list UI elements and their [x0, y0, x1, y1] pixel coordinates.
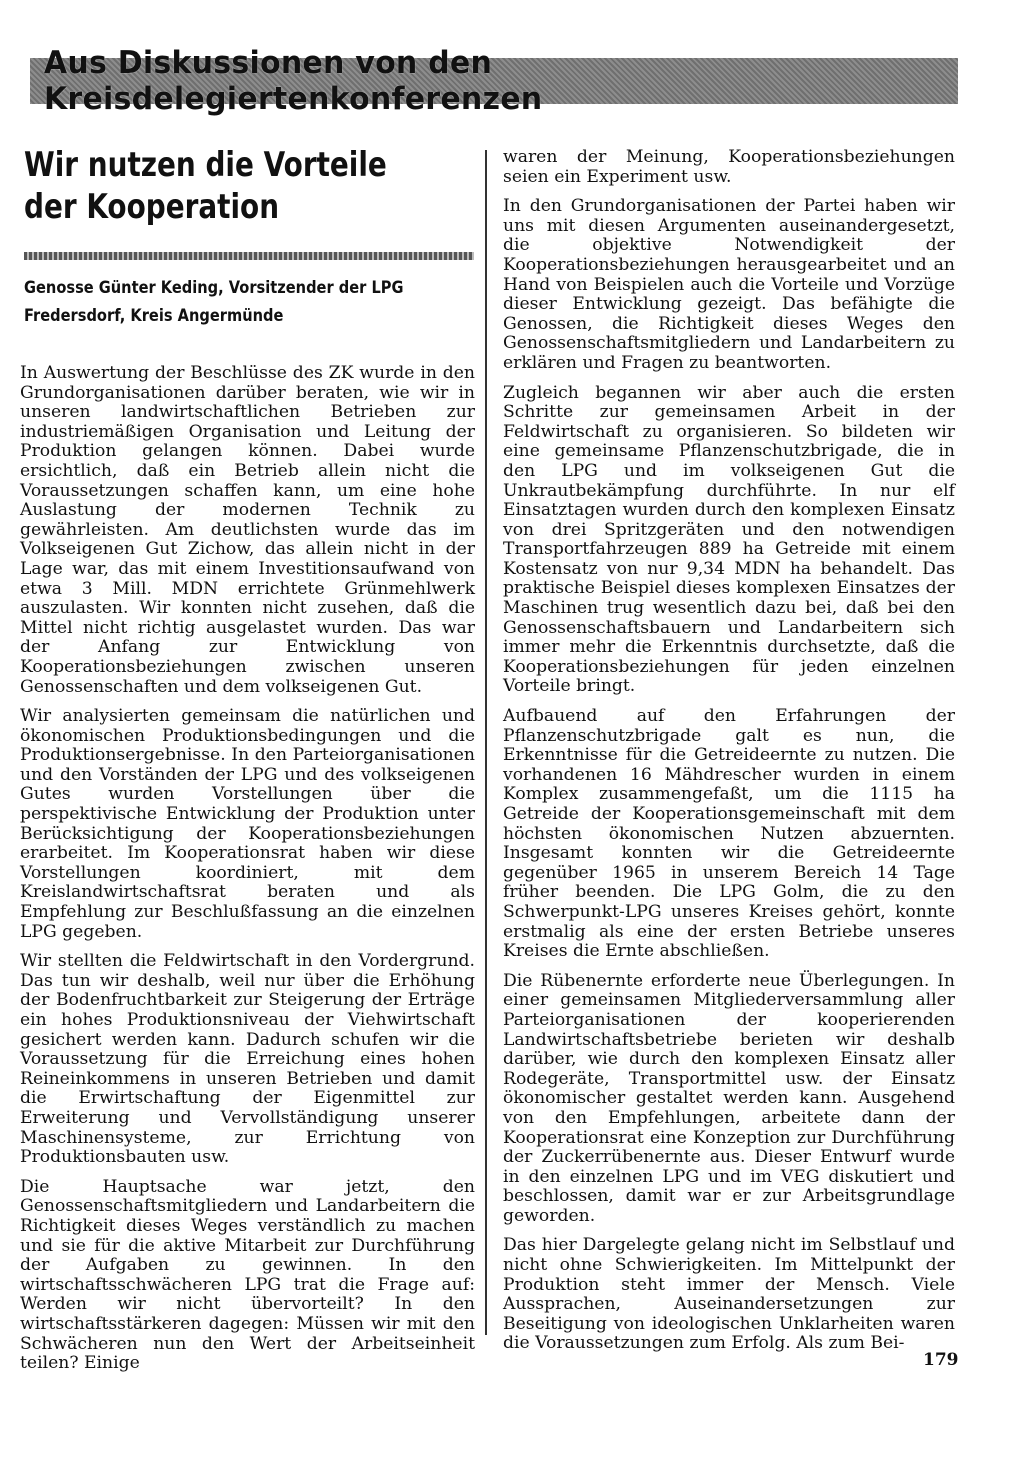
article-headline — [24, 144, 459, 228]
column-divider — [485, 150, 487, 1335]
paragraph: Die Hauptsache war jetzt, den Genossenschaftsmitgliedern und Landarbeitern die Richtigkeit dieses Weges verständlich zu machen und sie für die aktive Mitarbeit zur Durchführung der Aufgaben zu gewinnen. In den wirtschaftsschwächeren LPG trat die Frage auf: Werden wir nicht übervorteilt? In den wirtschaftsstärkeren dagegen: Müssen wir mit den Schwächeren nun den Wert der Arbeitseinheit teilen? Einige — [20, 1176, 475, 1374]
paragraph: In den Grundorganisationen der Partei haben wir uns mit diesen Argumenten auseinandergesetzt, die objektive Notwendigkeit der Kooperationsbeziehungen herausgearbeitet und an Hand von Beispielen auch die Vorteile und Vorzüge dieser Entwicklung gezeigt. Das befähigte die Genossen, die Richtigkeit dieses Weges den Genossenschaftsmitgliedern und Landarbeitern zu erklären und Fragen zu beantworten. — [503, 196, 955, 373]
paragraph: Aufbauend auf den Erfahrungen der Pflanzenschutzbrigade galt es nun, die Erkenntnisse für die Getreideernte zu nutzen. Die vorhandenen 16 Mähdrescher wurden in einem Komplex zusammengefaßt, um die 1115 ha Getreide der Kooperationsgemeinschaft mit dem höchsten ökonomischen Nutzen abzuernten. Insgesamt konnten wir die Getreideernte gegenüber 1965 in unserem Bereich 14 Tage früher beenden. Die LPG Golm, die zu den Schwerpunkt-LPG unseres Kreises gehört, konnte erstmalig als eine der ersten Betriebe unseres Kreises die Ernte abschließen. — [503, 706, 955, 962]
paragraph: waren der Meinung, Kooperationsbeziehungen seien ein Experiment usw. — [503, 147, 955, 187]
paragraph: Wir stellten die Feldwirtschaft in den Vordergrund. Das tun wir deshalb, weil nur über die Erhöhung der Bodenfruchtbarkeit zur Steigerung der Erträge ein hohes Produktionsniveau der Viehwirtschaft gesichert werden kann. Dadurch schufen wir die Voraussetzung für die Erreichung eines hohen Reineinkommens in unseren Betrieben und damit die Erwirtschaftung der Eigenmittel zur Erweiterung und Vervollständigung unserer Maschinensysteme, zur Errichtung von Produktionsbauten usw. — [20, 951, 475, 1168]
headline-rule — [24, 252, 474, 260]
page-number: 179 — [923, 1350, 959, 1370]
banner-title: Aus Diskussionen von den Kreisdelegiertenkonferenzen — [43, 45, 543, 117]
right-column — [503, 148, 955, 1364]
author-line-2: Fredersdorf, Kreis Angermünde — [24, 306, 284, 326]
paragraph: Wir analysierten gemeinsam die natürlichen und ökonomischen Produktionsbedingungen und die Produktionsergebnisse. In den Parteiorganisationen und den Vorständen der LPG und des volkseigenen Gutes wurden Vorstellungen über die perspektivische Entwicklung der Produktion unter Berücksichtigung der Kooperationsbeziehungen erarbeitet. Im Kooperationsrat haben wir diese Vorstellungen koordiniert, mit dem Kreislandwirtschaftsrat beraten und als Empfehlung zur Beschlußfassung an die einzelnen LPG gegeben. — [20, 706, 475, 942]
section-banner — [30, 45, 958, 117]
author-line-1: Genosse Günter Keding, Vorsitzender der LPG — [24, 278, 404, 298]
author-byline — [24, 274, 471, 330]
paragraph: In Auswertung der Beschlüsse des ZK wurde in den Grundorganisationen darüber beraten, wie wir in unseren landwirtschaftlichen Betrieben zur industriemäßigen Organisation und Leitung der Produktion gelangen können. Dabei wurde ersichtlich, daß ein Betrieb allein nicht die Voraussetzungen schaffen kann, um eine hohe Auslastung der modernen Technik zu gewährleisten. Am deutlichsten wurde das im Volkseigenen Gut Zichow, das allein nicht in der Lage war, das mit einem Investitionsaufwand von etwa 3 Mill. MDN errichtete Grünmehlwerk auszulasten. Wir konnten nicht zusehen, daß die Mittel nicht richtig ausgelastet wurden. Das war der Anfang zur Entwicklung von Kooperationsbeziehungen zwischen unseren Genossenschaften und dem volkseigenen Gut. — [20, 363, 475, 697]
paragraph: Das hier Dargelegte gelang nicht im Selbstlauf und nicht ohne Schwierigkeiten. Im Mittelpunkt der Produktion steht immer der Mensch. Viele Aussprachen, Auseinandersetzungen zur Beseitigung von ideologischen Unklarheiten waren die Voraussetzungen zum Erfolg. Als zum Bei- — [503, 1235, 955, 1354]
paragraph: Zugleich begannen wir aber auch die ersten Schritte zur gemeinsamen Arbeit in der Feldwirtschaft zu organisieren. So bildeten wir eine gemeinsame Pflanzenschutzbrigade, die in den LPG und im volkseigenen Gut die Unkrautbekämpfung durchführte. In nur elf Einsatztagen wurden durch den komplexen Einsatz von drei Spritzgeräten und den notwendigen Transportfahrzeugen 889 ha Getreide mit einem Kostensatz von nur 9,34 MDN ha behandelt. Das praktische Beispiel dieses komplexen Einsatzes der Maschinen trug wesentlich dazu bei, daß bei den Genossenschaftsbauern und Landarbeitern sich immer mehr die Erkenntnis durchsetzte, daß die Kooperationsbeziehungen für jeden einzelnen Vorteile bringt. — [503, 382, 955, 697]
paragraph: Die Rübenernte erforderte neue Überlegungen. In einer gemeinsamen Mitgliederversammlung aller Parteiorganisationen der kooperierenden Landwirtschaftsbetriebe berieten wir deshalb darüber, wie durch den komplexen Einsatz aller Rodegeräte, Transportmittel usw. der Einsatz ökonomischer gestaltet werden kann. Ausgehend von den Empfehlungen, arbeitete dann der Kooperationsrat eine Konzeption zur Durchführung der Zuckerrübenernte aus. Dieser Entwurf wurde in den einzelnen LPG und im VEG diskutiert und beschlossen, damit war er zur Arbeitsgrundlage geworden. — [503, 970, 955, 1226]
headline-line-2: der Kooperation — [24, 187, 280, 227]
headline-line-1: Wir nutzen die Vorteile — [24, 145, 387, 185]
left-column — [20, 144, 475, 1384]
